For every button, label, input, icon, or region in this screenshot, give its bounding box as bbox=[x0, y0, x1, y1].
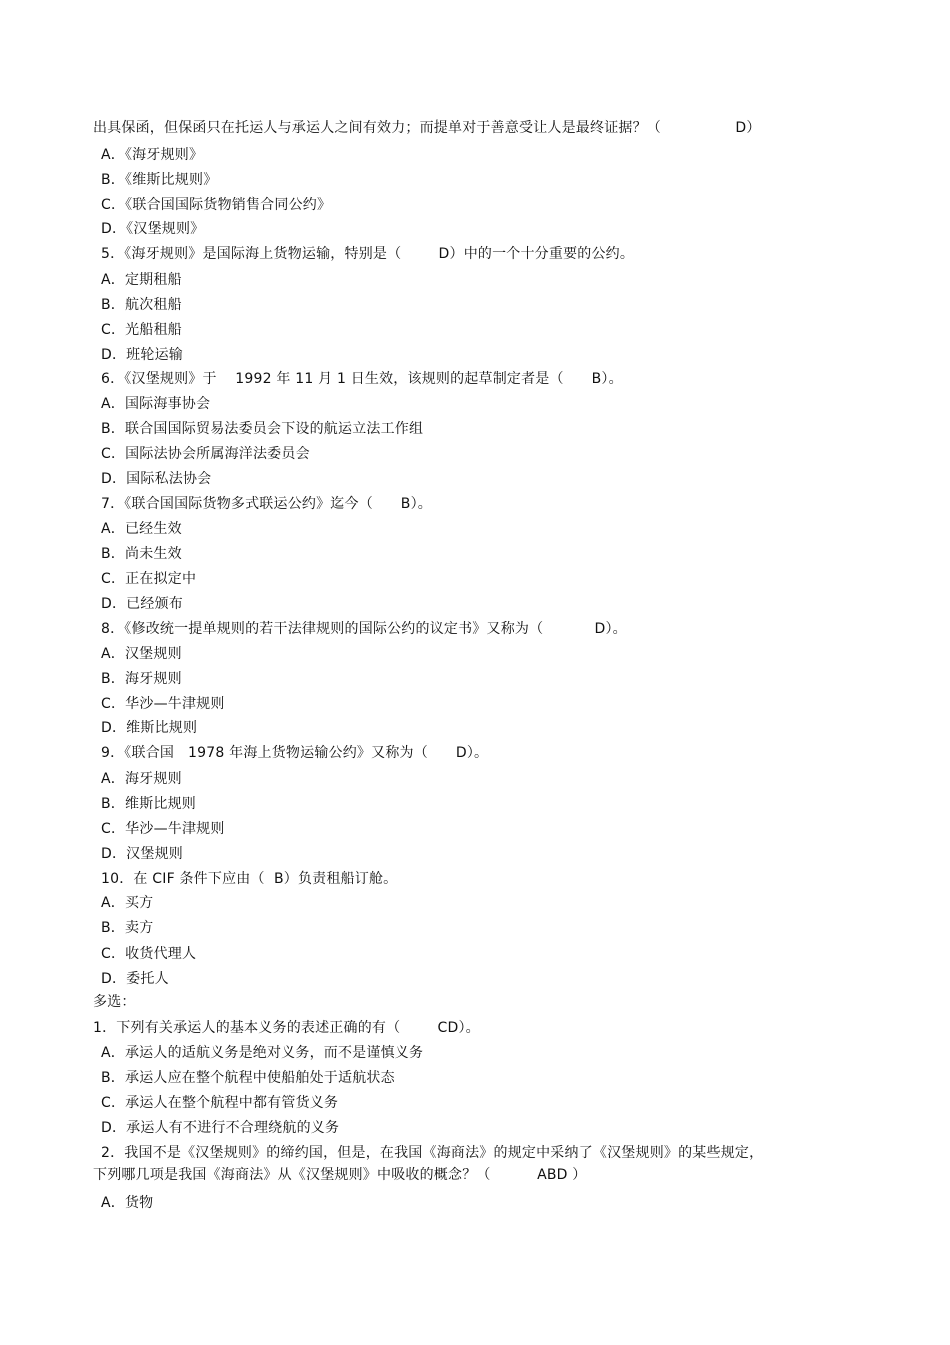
question-6: 6．《汉堡规则》于 1992 年 11 月 1 日生效，该规则的起草制定者是（ B）。 bbox=[101, 371, 623, 387]
question-10: 10．在 CIF 条件下应由（ B）负责租船订舱。 bbox=[101, 871, 398, 887]
multi-question-1: 1．下列有关承运人的基本义务的表述正确的有（ CD）。 bbox=[93, 1020, 480, 1036]
option-b: B．联合国国际贸易法委员会下设的航运立法工作组 bbox=[101, 421, 424, 437]
option-a: A．已经生效 bbox=[101, 521, 182, 537]
option-b: B．海牙规则 bbox=[101, 671, 182, 687]
option-c: C．承运人在整个航程中都有管货义务 bbox=[101, 1095, 339, 1111]
option-c: C．《联合国国际货物销售合同公约》 bbox=[101, 197, 332, 213]
question-continuation: 出具保函，但保函只在托运人与承运人之间有效力；而提单对于善意受让人是最终证据？（ D） bbox=[93, 120, 761, 136]
option-b: B．维斯比规则 bbox=[101, 796, 197, 812]
option-d: D．委托人 bbox=[101, 971, 169, 987]
option-c: C．正在拟定中 bbox=[101, 571, 197, 587]
option-d: D．《汉堡规则》 bbox=[101, 221, 205, 237]
option-a: A．买方 bbox=[101, 895, 154, 911]
option-a: A．海牙规则 bbox=[101, 771, 182, 787]
option-b: B．航次租船 bbox=[101, 297, 182, 313]
option-c: C．华沙—牛津规则 bbox=[101, 696, 225, 712]
question-8: 8．《修改统一提单规则的若干法律规则的国际公约的议定书》又称为（ D）。 bbox=[101, 621, 627, 637]
option-d: D．汉堡规则 bbox=[101, 846, 183, 862]
option-a: A．《海牙规则》 bbox=[101, 147, 204, 163]
option-b: B．承运人应在整个航程中使船舶处于适航状态 bbox=[101, 1070, 395, 1086]
option-b: B．尚未生效 bbox=[101, 546, 182, 562]
option-c: C．国际法协会所属海洋法委员会 bbox=[101, 446, 310, 462]
multi-question-2-line-2: 下列哪几项是我国《海商法》从《汉堡规则》中吸收的概念？（ ABD ） bbox=[93, 1167, 587, 1183]
section-heading-multiple-choice: 多选： bbox=[93, 994, 136, 1010]
option-a: A．国际海事协会 bbox=[101, 396, 211, 412]
option-c: C．收货代理人 bbox=[101, 946, 197, 962]
option-c: C．华沙—牛津规则 bbox=[101, 821, 225, 837]
question-9: 9．《联合国 1978 年海上货物运输公约》又称为（ D）。 bbox=[101, 745, 489, 761]
option-d: D．承运人有不进行不合理绕航的义务 bbox=[101, 1120, 340, 1136]
option-d: D．国际私法协会 bbox=[101, 471, 212, 487]
option-b: B．《维斯比规则》 bbox=[101, 172, 218, 188]
multi-question-2-line-1: 2．我国不是《汉堡规则》的缔约国，但是，在我国《海商法》的规定中采纳了《汉堡规则》的某些规定， bbox=[101, 1145, 764, 1161]
option-a: A．定期租船 bbox=[101, 272, 182, 288]
question-5: 5．《海牙规则》是国际海上货物运输，特别是（ D）中的一个十分重要的公约。 bbox=[101, 246, 635, 262]
option-a: A．货物 bbox=[101, 1195, 154, 1211]
option-a: A．汉堡规则 bbox=[101, 646, 182, 662]
question-7: 7．《联合国国际货物多式联运公约》迄今（ B）。 bbox=[101, 496, 433, 512]
option-a: A．承运人的适航义务是绝对义务，而不是谨慎义务 bbox=[101, 1045, 424, 1061]
option-b: B．卖方 bbox=[101, 920, 154, 936]
option-c: C．光船租船 bbox=[101, 322, 182, 338]
option-d: D．班轮运输 bbox=[101, 347, 183, 363]
option-d: D．已经颁布 bbox=[101, 596, 183, 612]
option-d: D．维斯比规则 bbox=[101, 720, 198, 736]
